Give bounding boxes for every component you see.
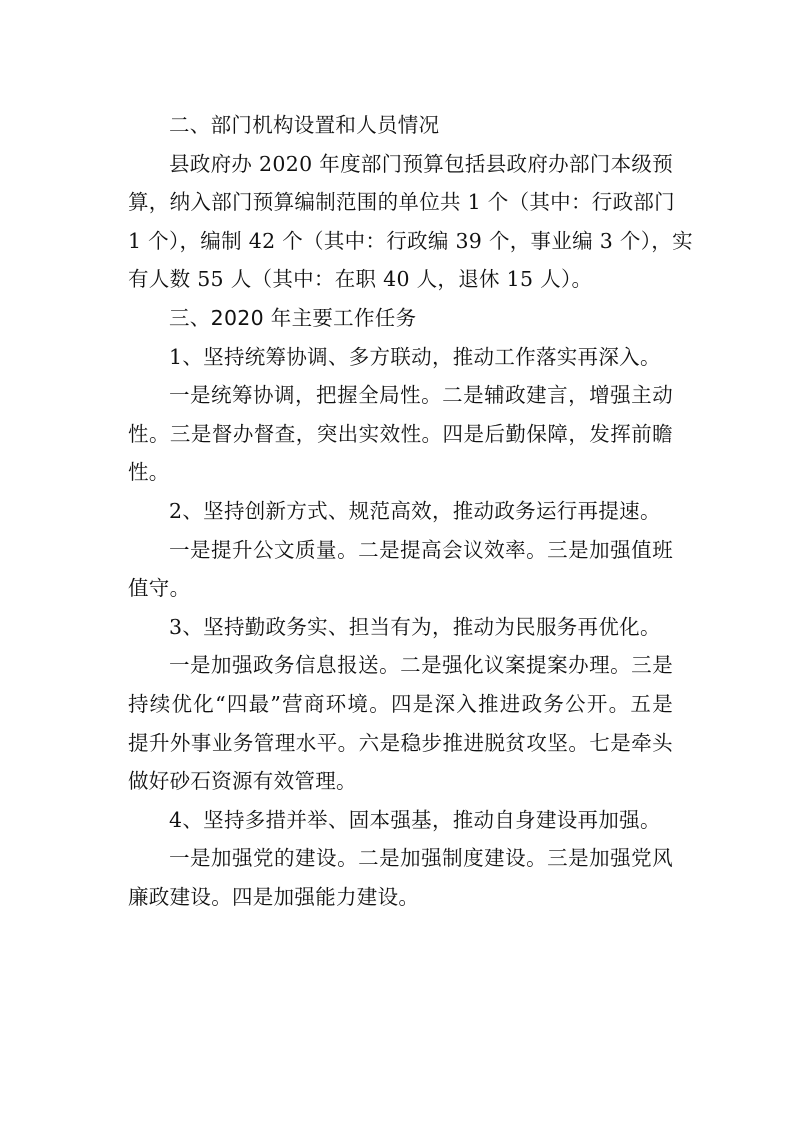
task-item-title: 2、坚持创新方式、规范高效，推动政务运行再提速。: [169, 498, 661, 523]
paragraph-line: 做好砂石资源有效管理。: [128, 769, 357, 794]
paragraph-line: 一是加强政务信息报送。二是强化议案提案办理。三是: [169, 653, 673, 678]
task-item-title: 3、坚持勤政务实、担当有为，推动为民服务再优化。: [169, 614, 661, 639]
paragraph-line: 一是统筹协调，把握全局性。二是辅政建言，增强主动: [169, 383, 673, 408]
paragraph-line: 持续优化“四最”营商环境。四是深入推进政务公开。五是: [128, 691, 673, 716]
section-heading: 三、2020 年主要工作任务: [169, 305, 417, 330]
paragraph-line: 性。: [128, 460, 170, 485]
paragraph-line: 1 个），编制 42 个（其中：行政编 39 个，事业编 3 个），实: [128, 228, 693, 253]
paragraph-line: 一是加强党的建设。二是加强制度建设。三是加强党风: [169, 846, 673, 871]
task-item-title: 1、坚持统筹协调、多方联动，推动工作落实再深入。: [169, 344, 661, 369]
paragraph-line: 廉政建设。四是加强能力建设。: [128, 884, 420, 909]
task-item-title: 4、坚持多措并举、固本强基，推动自身建设再加强。: [169, 807, 661, 832]
paragraph-line: 算，纳入部门预算编制范围的单位共 1 个（其中：行政部门: [128, 190, 675, 215]
paragraph-line: 性。三是督办督查，突出实效性。四是后勤保障，发挥前瞻: [128, 421, 673, 446]
paragraph-line: 一是提升公文质量。二是提高会议效率。三是加强值班: [169, 537, 673, 562]
paragraph-line: 有人数 55 人（其中：在职 40 人，退休 15 人）。: [128, 267, 593, 292]
document-body: [128, 106, 693, 916]
paragraph-line: 值守。: [128, 576, 191, 601]
section-heading: 二、部门机构设置和人员情况: [169, 113, 440, 137]
paragraph-line: 县政府办 2020 年度部门预算包括县政府办部门本级预: [169, 151, 673, 176]
paragraph-line: 提升外事业务管理水平。六是稳步推进脱贫攻坚。七是牵头: [128, 730, 673, 755]
